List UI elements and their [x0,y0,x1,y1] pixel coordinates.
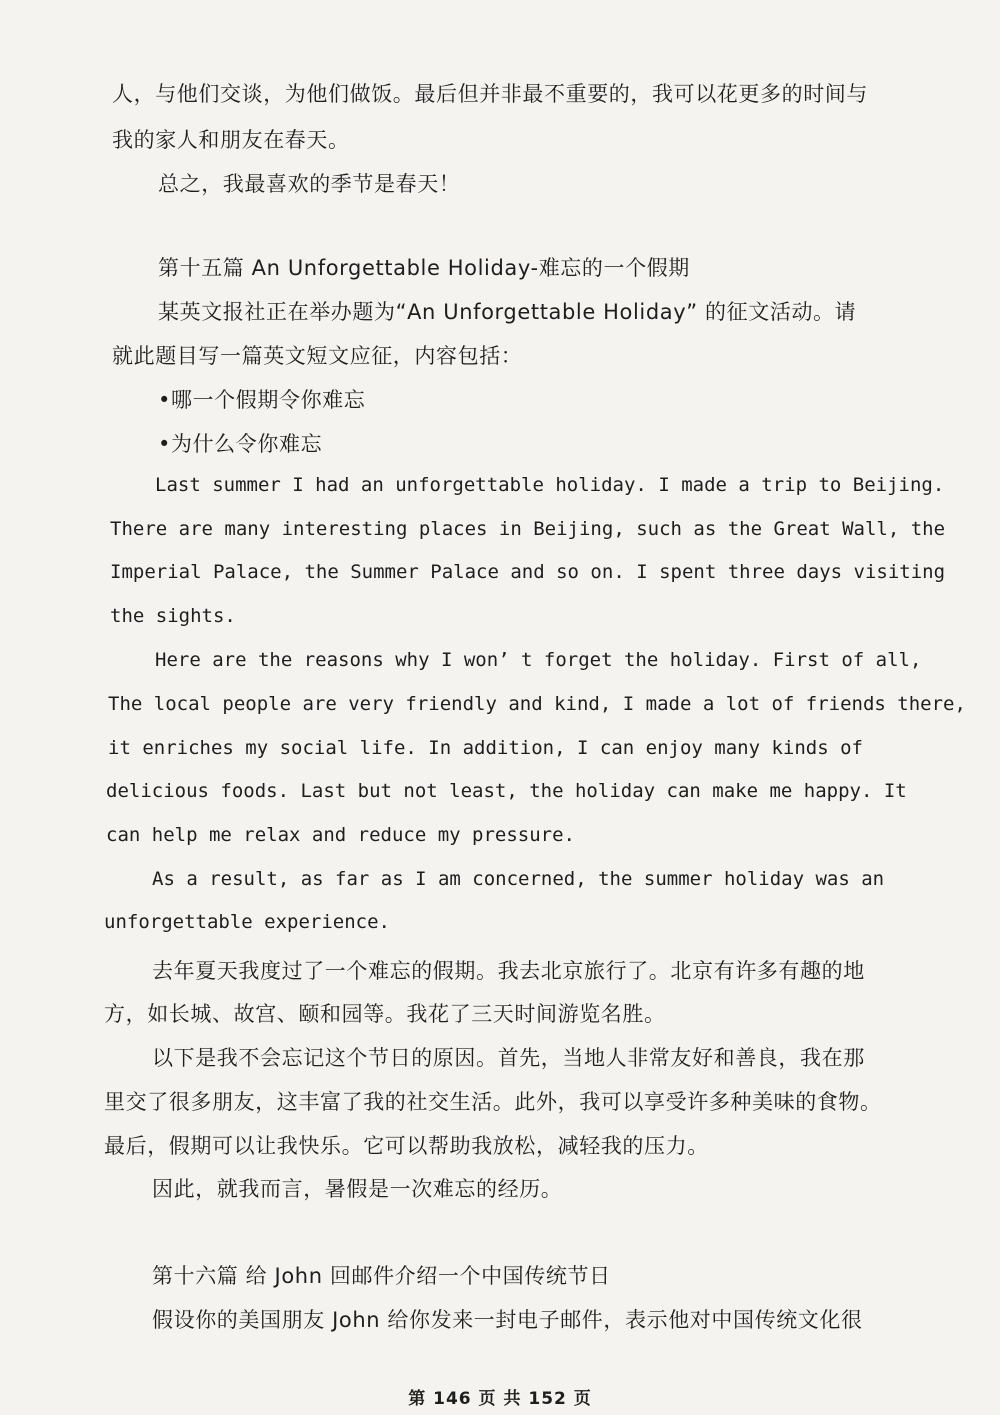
essay15-en-p2-line-1: Here are the reasons why I won’ t forget the holiday. First of all, [155,649,922,671]
essay15-en-p2-line-2: The local people are very friendly and kind, I made a lot of friends there, [108,693,966,715]
page-number-footer: 第 146 页 共 152 页 [408,1389,592,1409]
essay15-en-p1-line-1: Last summer I had an unforgettable holiday. I made a trip to Beijing. [155,474,945,496]
essay15-prompt-line-1: 某英文报社正在举办题为“An Unforgettable Holiday” 的征文活动。请 [158,300,857,324]
essay15-en-p1-line-2: There are many interesting places in Beijing, such as the Great Wall, the [110,518,946,540]
essay15-en-p2-line-3: it enriches my social life. In addition, I can enjoy many kinds of [108,737,863,759]
essay15-cn-p1-line-2: 方，如长城、故宫、颐和园等。我花了三天时间游览名胜。 [104,1002,666,1026]
essay15-en-p3-line-2: unforgettable experience. [104,911,390,933]
essay15-en-p2-line-5: can help me relax and reduce my pressure. [106,824,575,846]
essay15-en-p2-line-4: delicious foods. Last but not least, the holiday can make me happy. It [106,780,907,802]
essay15-en-p1-line-3: Imperial Palace, the Summer Palace and so on. I spent three days visiting [110,561,946,583]
essay15-en-p1-line-4: the sights. [110,605,236,627]
essay15-cn-p2-line-2: 里交了很多朋友，这丰富了我的社交生活。此外，我可以享受许多种美味的食物。 [104,1090,882,1114]
prev-essay-line-2: 我的家人和朋友在春天。 [112,128,350,152]
essay15-cn-p2-line-3: 最后，假期可以让我快乐。它可以帮助我放松，减轻我的压力。 [104,1134,709,1158]
essay15-en-p3-line-1: As a result, as far as I am concerned, the summer holiday was an [152,868,885,890]
essay15-title: 第十五篇 An Unforgettable Holiday-难忘的一个假期 [158,256,690,280]
essay15-cn-p3-line-1: 因此，就我而言，暑假是一次难忘的经历。 [152,1177,563,1201]
prev-essay-line-1: 人，与他们交谈，为他们做饭。最后但并非最不重要的，我可以花更多的时间与 [112,82,868,106]
essay15-cn-p2-line-1: 以下是我不会忘记这个节日的原因。首先，当地人非常友好和善良，我在那 [152,1046,865,1070]
essay15-prompt-line-2: 就此题目写一篇英文短文应征，内容包括： [112,344,523,368]
essay15-bullet-2: •为什么令你难忘 [158,432,323,456]
essay16-title: 第十六篇 给 John 回邮件介绍一个中国传统节日 [152,1264,611,1288]
essay15-cn-p1-line-1: 去年夏天我度过了一个难忘的假期。我去北京旅行了。北京有许多有趣的地 [152,959,865,983]
prev-essay-conclusion: 总之，我最喜欢的季节是春天！ [158,172,461,196]
essay16-prompt-line-1: 假设你的美国朋友 John 给你发来一封电子邮件，表示他对中国传统文化很 [152,1308,863,1332]
essay15-bullet-1: •哪一个假期令你难忘 [158,388,366,412]
